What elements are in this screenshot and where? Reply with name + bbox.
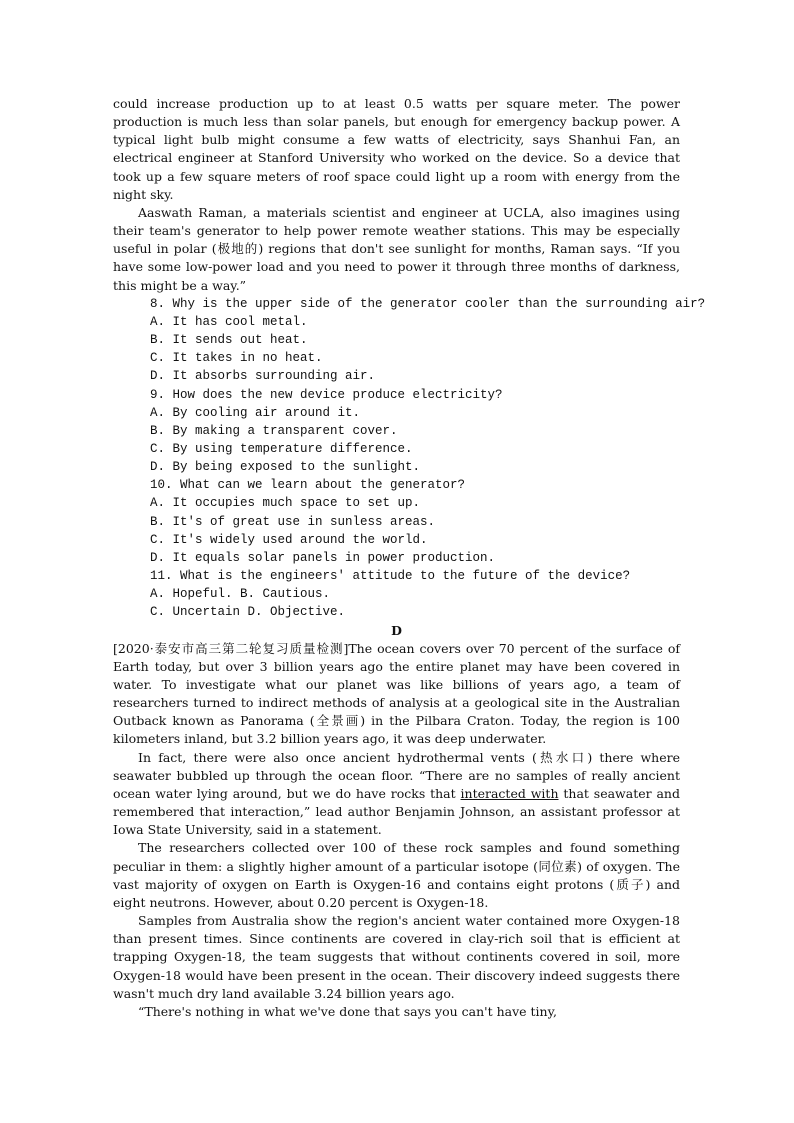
passage-d-paragraph-1 bbox=[113, 640, 680, 749]
paragraph-text: that seawater and remembered that interaction,” lead author Benjamin Johnson, an assistant professor at Iowa State University, said in a statement. bbox=[113, 785, 680, 838]
underlined-phrase: interacted with bbox=[460, 785, 559, 801]
option: A. It has cool metal. bbox=[150, 314, 308, 329]
option: B. By making a transparent cover. bbox=[150, 423, 398, 438]
option: A. It occupies much space to set up. bbox=[150, 496, 421, 511]
option: D. It equals solar panels in power production. bbox=[150, 550, 496, 565]
passage-d-paragraph-4: Samples from Australia show the region's ancient water contained more Oxygen-18 than present times. Since continents are covered in clay-rich soil that is efficient at trapping Oxygen-18, the team suggests that without continents covered in soil, more Oxygen-18 would have been present in the ocean. Their discovery indeed suggests there wasn't much dry land available 3.24 billion years ago. bbox=[113, 913, 680, 1001]
question-11 bbox=[113, 567, 680, 621]
source-label: [2020·泰安市高三第二轮复习质量检测] bbox=[113, 640, 349, 656]
question-stem: 9. How does the new device produce electricity? bbox=[150, 387, 503, 402]
paragraph-text: The ocean covers over 70 percent of the surface of Earth today, but over 3 billion years ago the entire planet may have been covered in water. To investigate what our planet was like billions of years ago, a team of researchers turned to indirect methods of analysis at a geological site in the Australian Outback known as Panorama (全景画) in the Pilbara Craton. Today, the region is 100 kilometers inland, but 3.2 billion years ago, it was deep underwater. bbox=[113, 640, 680, 747]
question-stem: 8. Why is the upper side of the generator cooler than the surrounding air? bbox=[150, 296, 706, 311]
question-9 bbox=[113, 386, 680, 477]
passage-c-paragraph-1: could increase production up to at least 0.5 watts per square meter. The power production is much less than solar panels, but enough for emergency backup power. A typical light bulb might consume a few watts of electricity, says Shanhui Fan, an electrical engineer at Stanford University who worked on the device. So a device that took up a few square meters of roof space could light up a room with energy from the night sky. bbox=[113, 96, 680, 202]
option: C. By using temperature difference. bbox=[150, 441, 413, 456]
option: D. It absorbs surrounding air. bbox=[150, 369, 376, 384]
option: C. It takes in no heat. bbox=[150, 351, 323, 366]
option: A. By cooling air around it. bbox=[150, 405, 361, 420]
passage-d-paragraph-5: “There's nothing in what we've done that says you can't have tiny, bbox=[138, 1003, 557, 1019]
question-8 bbox=[113, 295, 706, 386]
option: D. By being exposed to the sunlight. bbox=[150, 460, 421, 475]
option: C. Uncertain D. Objective. bbox=[150, 605, 346, 620]
paragraph-text: In fact, there were also once ancient hydrothermal vents (热水口) there where seawater bubbled up through the ocean floor. “There are no samples of really ancient ocean water lying around, but we do have rocks that bbox=[113, 749, 680, 801]
option: B. It sends out heat. bbox=[150, 333, 308, 348]
question-10 bbox=[113, 476, 680, 567]
option: C. It's widely used around the world. bbox=[150, 532, 428, 547]
option: A. Hopeful. B. Cautious. bbox=[150, 587, 331, 602]
document-page bbox=[113, 95, 706, 1021]
passage-c-paragraph-2: Aaswath Raman, a materials scientist and engineer at UCLA, also imagines using their team's generator to help power remote weather stations. This may be especially useful in polar (极地的) regions that don't see sunlight for months, Raman says. “If you have some low-power load and you need to power it through three months of darkness, this might be a way.” bbox=[113, 204, 680, 293]
section-heading: D bbox=[391, 622, 402, 638]
passage-d-paragraph-2 bbox=[113, 749, 680, 840]
passage-d-paragraph-3: The researchers collected over 100 of these rock samples and found something peculiar in them: a slightly higher amount of a particular isotope (同位素) of oxygen. The vast majority of oxygen on Earth is Oxygen-16 and contains eight protons (质子) and eight neutrons. However, about 0.20 percent is Oxygen-18. bbox=[113, 840, 680, 910]
question-stem: 10. What can we learn about the generator? bbox=[150, 478, 466, 493]
option: B. It's of great use in sunless areas. bbox=[150, 514, 436, 529]
question-stem: 11. What is the engineers' attitude to the future of the device? bbox=[150, 569, 631, 584]
